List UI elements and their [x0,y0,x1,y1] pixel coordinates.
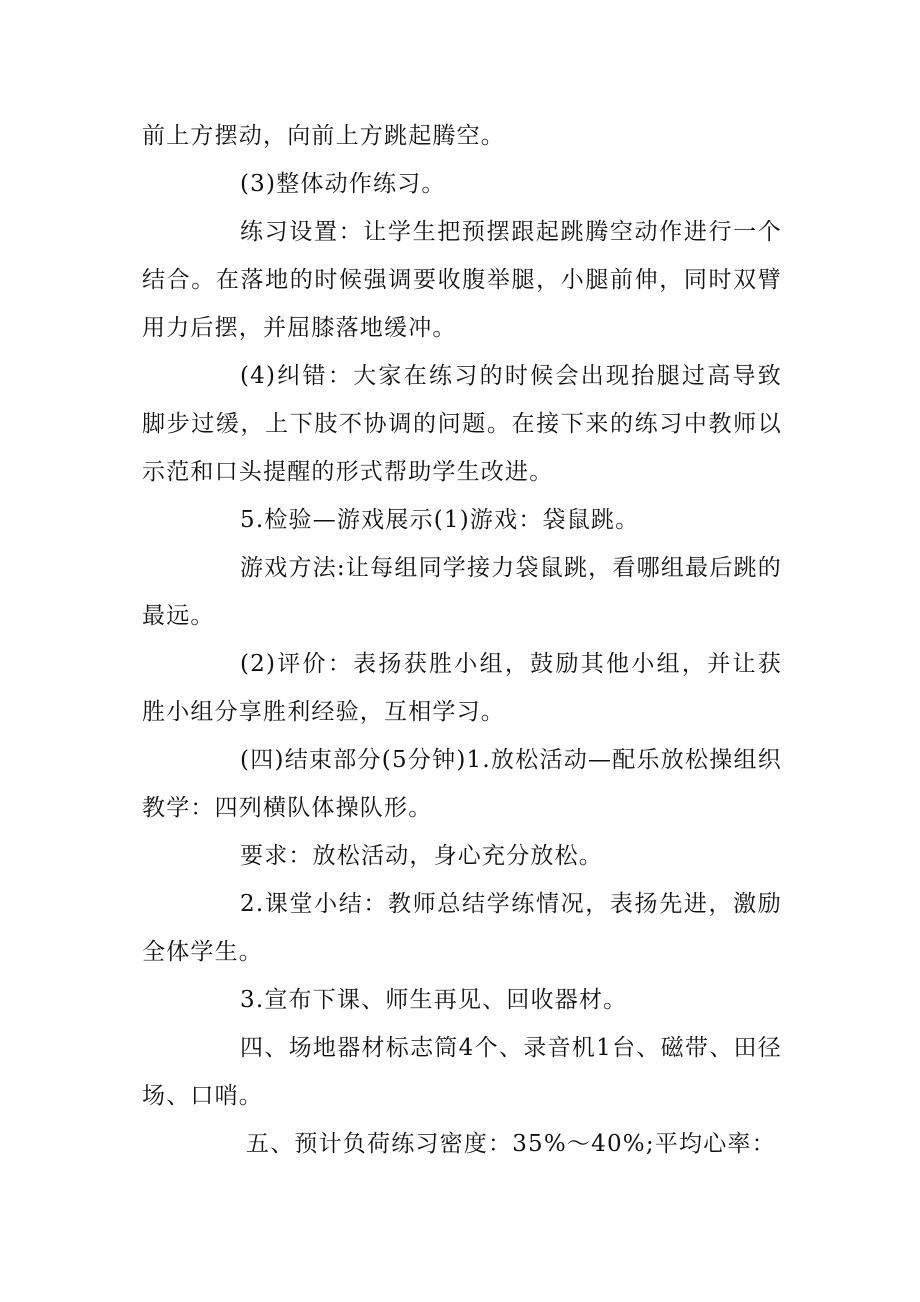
paragraph-10: 2.课堂小结：教师总结学练情况，表扬先进，激励全体学生。 [142,891,782,965]
paragraph-7: (2)评价：表扬获胜小组，鼓励其他小组，并让获胜小组分享胜利经验，互相学习。 [142,651,782,725]
paragraph-12: 四、场地器材标志筒4个、录音机1台、磁带、田径场、口哨。 [142,1035,782,1109]
paragraph-6: 游戏方法:让每组同学接力袋鼠跳，看哪组最后跳的最远。 [142,555,782,629]
paragraph-2: (3)整体动作练习。 [240,171,446,197]
paragraph-5: 5.检验—游戏展示(1)游戏：袋鼠跳。 [240,507,640,533]
document-body [142,112,782,1168]
paragraph-11: 3.宣布下课、师生再见、回收器材。 [240,987,628,1013]
paragraph-13: 五、预计负荷练习密度：35%～40%;平均心率： [246,1131,776,1157]
paragraph-1: 前上方摆动，向前上方跳起腾空。 [142,123,505,149]
paragraph-3: 练习设置：让学生把预摆跟起跳腾空动作进行一个结合。在落地的时候强调要收腹举腿，小腿前伸，同时双臂用力后摆，并屈膝落地缓冲。 [142,219,782,341]
paragraph-4: (4)纠错：大家在练习的时候会出现抬腿过高导致脚步过缓，上下肢不协调的问题。在接下来的练习中教师以示范和口头提醒的形式帮助学生改进。 [142,363,782,485]
paragraph-8: (四)结束部分(5分钟)1.放松活动—配乐放松操组织教学：四列横队体操队形。 [142,747,782,821]
paragraph-9: 要求：放松活动，身心充分放松。 [240,843,603,869]
